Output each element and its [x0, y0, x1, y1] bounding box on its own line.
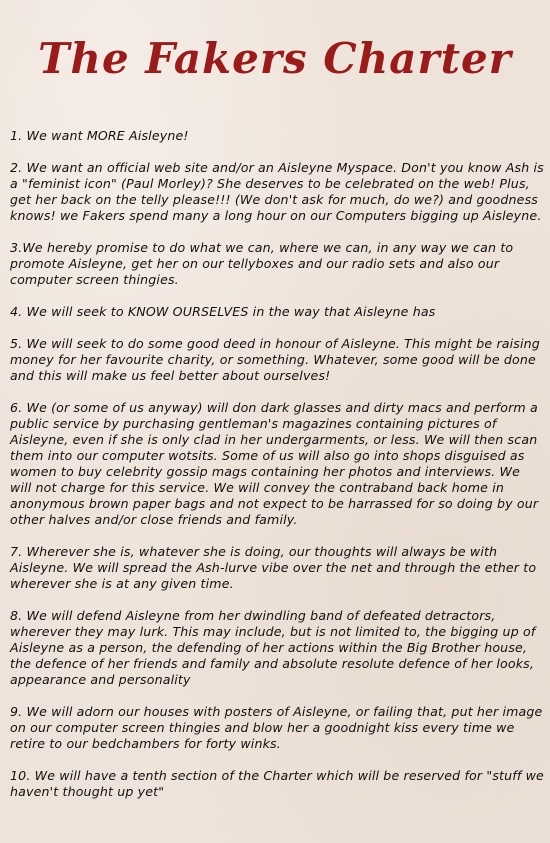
- charter-item-10: 10. We will have a tenth section of the Charter which will be reserved for "stuff we haven't thought up yet": [10, 768, 544, 799]
- charter-item-1: 1. We want MORE Aisleyne!: [10, 128, 189, 143]
- charter-list: [10, 128, 544, 816]
- charter-item-4: 4. We will seek to KNOW OURSELVES in the way that Aisleyne has: [10, 304, 436, 319]
- charter-item-9: 9. We will adorn our houses with posters of Aisleyne, or failing that, put her image on our computer screen thingies and blow her a goodnight kiss every time we retire to our bedchambers for forty winks.: [10, 704, 543, 751]
- charter-item-6: 6. We (or some of us anyway) will don dark glasses and dirty macs and perform a public service by purchasing gentleman's magazines containing pictures of Aisleyne, even if she is only clad in her undergarments, or less. We will then scan them into our computer wotsits. Some of us will also go into shops disguised as women to buy celebrity gossip mags containing her photos and interviews. We will not charge for this service. We will convey the contraband back home in anonymous brown paper bags and not expect to be harrassed for so doing by our other halves and/or close friends and family.: [10, 400, 539, 527]
- charter-item-2: 2. We want an official web site and/or an Aisleyne Myspace. Don't you know Ash is a "feminist icon" (Paul Morley)? She deserves to be celebrated on the web! Plus, get her back on the telly please!!! (We don't ask for much, do we?) and goodness knows! we Fakers spend many a long hour on our Computers bigging up Aisleyne.: [10, 160, 544, 223]
- charter-item-5: 5. We will seek to do some good deed in honour of Aisleyne. This might be raising money for her favourite charity, or something. Whatever, some good will be done and this will make us feel better about ourselves!: [10, 336, 540, 383]
- charter-item-3: 3.We hereby promise to do what we can, where we can, in any way we can to promote Aisleyne, get her on our tellyboxes and our radio sets and also our computer screen thingies.: [10, 240, 514, 287]
- charter-item-7: 7. Wherever she is, whatever she is doing, our thoughts will always be with Aisleyne. We will spread the Ash-lurve vibe over the net and through the ether to wherever she is at any given time.: [10, 544, 537, 591]
- charter-item-8: 8. We will defend Aisleyne from her dwindling band of defeated detractors, wherever they may lurk. This may include, but is not limited to, the bigging up of Aisleyne as a person, the defending of her actions within the Big Brother house, the defence of her friends and family and absolute resolute defence of her looks, appearance and personality: [10, 608, 536, 687]
- page-title: The Fakers Charter: [38, 34, 512, 83]
